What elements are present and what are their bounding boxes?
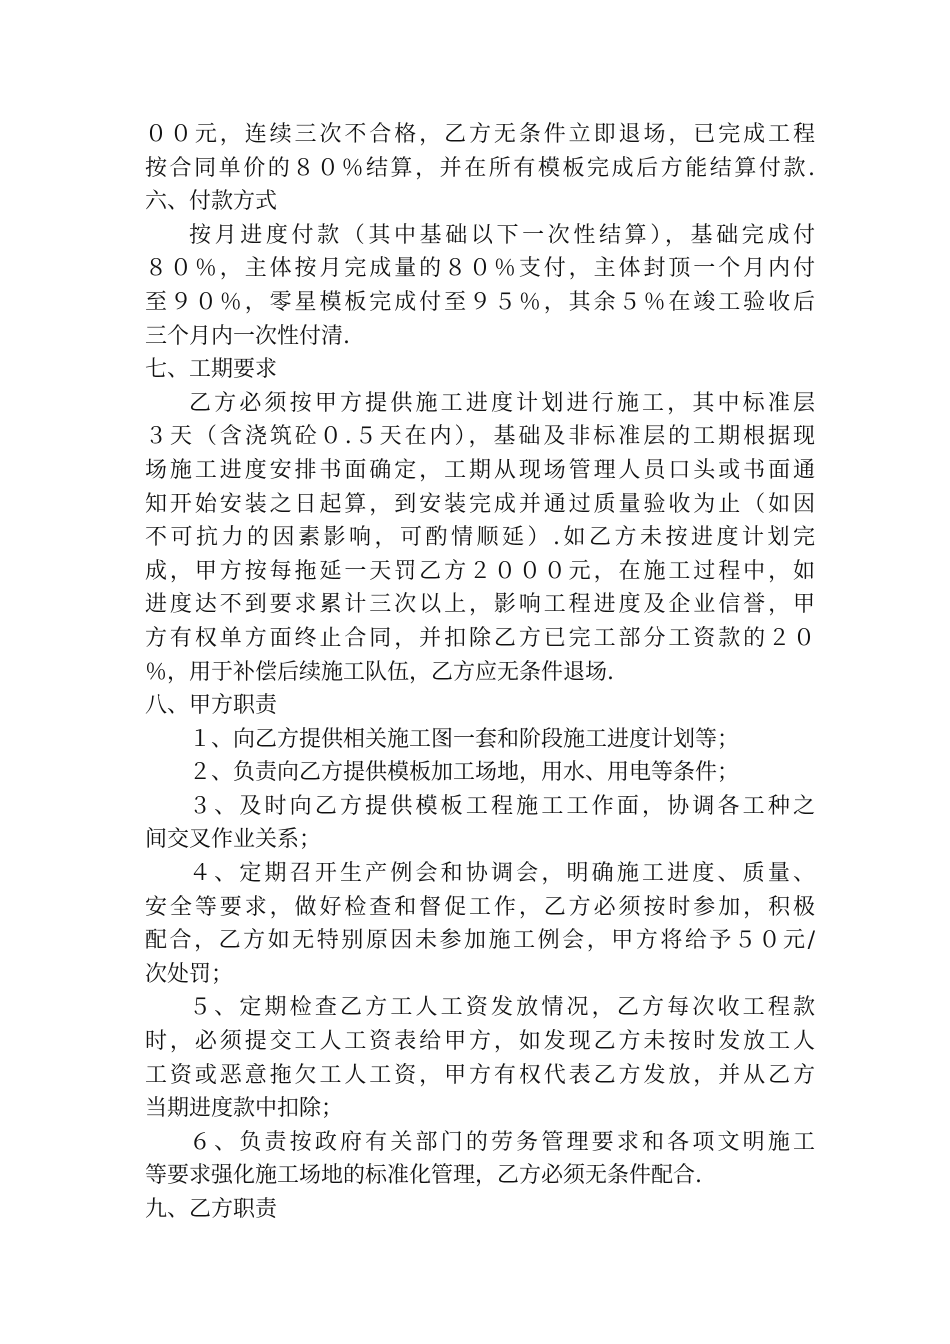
text-line: 场施工进度安排书面确定，工期从现场管理人员口头或书面通	[145, 457, 815, 483]
text-line: 按合同单价的８０％结算，并在所有模板完成后方能结算付款.	[145, 155, 815, 181]
text-line: 时，必须提交工人工资表给甲方，如发现乙方未按时发放工人	[145, 1029, 815, 1055]
text-line: 工资或恶意拖欠工人工资，甲方有权代表乙方发放，并从乙方	[145, 1062, 815, 1088]
text-line: 进度达不到要求累计三次以上，影响工程进度及企业信誉，甲	[145, 592, 815, 618]
text-line: 成，甲方按每拖延一天罚乙方２０００元，在施工过程中，如	[145, 558, 815, 584]
text-line: 乙方必须按甲方提供施工进度计划进行施工，其中标准层	[189, 390, 815, 416]
text-line: 方有权单方面终止合同，并扣除乙方已完工部分工资款的２０	[145, 625, 815, 651]
text-line: 安全等要求，做好检查和督促工作，乙方必须按时参加，积极	[145, 894, 815, 920]
list-item: ５、定期检查乙方工人工资发放情况，乙方每次收工程款	[189, 995, 815, 1021]
text-line: 当期进度款中扣除；	[145, 1096, 344, 1122]
text-line: 至９０％，零星模板完成付至９５％，其余５％在竣工验收后	[145, 289, 815, 315]
text-line: 按月进度付款（其中基础以下一次性结算），基础完成付	[189, 222, 815, 248]
section-heading: 七、工期要求	[145, 357, 278, 383]
text-line: 间交叉作业关系；	[145, 827, 322, 853]
document-body	[145, 118, 815, 1227]
text-line: ８０％，主体按月完成量的８０％支付，主体封顶一个月内付	[145, 256, 815, 282]
text-line: 三个月内一次性付清.	[145, 323, 350, 349]
text-line: 配合，乙方如无特别原因未参加施工例会，甲方将给予５０元/	[145, 928, 815, 954]
text-line: ００元，连续三次不合格，乙方无条件立即退场，已完成工程	[145, 122, 815, 147]
section-heading: 八、甲方职责	[145, 693, 278, 719]
text-line: 次处罚；	[145, 961, 234, 987]
text-line: 等要求强化施工场地的标准化管理，乙方必须无条件配合.	[145, 1163, 702, 1189]
list-item: ３、及时向乙方提供模板工程施工工作面，协调各工种之	[189, 793, 815, 819]
list-item: １、向乙方提供相关施工图一套和阶段施工进度计划等；	[189, 726, 740, 752]
text-line: ％，用于补偿后续施工队伍，乙方应无条件退场.	[145, 659, 614, 685]
list-item: ４、定期召开生产例会和协调会，明确施工进度、质量、	[189, 861, 815, 887]
list-item: ２、负责向乙方提供模板加工场地，用水、用电等条件；	[189, 760, 740, 786]
list-item: ６、负责按政府有关部门的劳务管理要求和各项文明施工	[189, 1129, 815, 1155]
text-line: 不可抗力的因素影响，可酌情顺延）.如乙方未按进度计划完	[145, 525, 815, 551]
text-line: ３天（含浇筑砼０.５天在内），基础及非标准层的工期根据现	[145, 424, 815, 450]
section-heading: 九、乙方职责	[145, 1197, 278, 1222]
text-line: 知开始安装之日起算，到安装完成并通过质量验收为止（如因	[145, 491, 815, 517]
section-heading: 六、付款方式	[145, 189, 278, 215]
